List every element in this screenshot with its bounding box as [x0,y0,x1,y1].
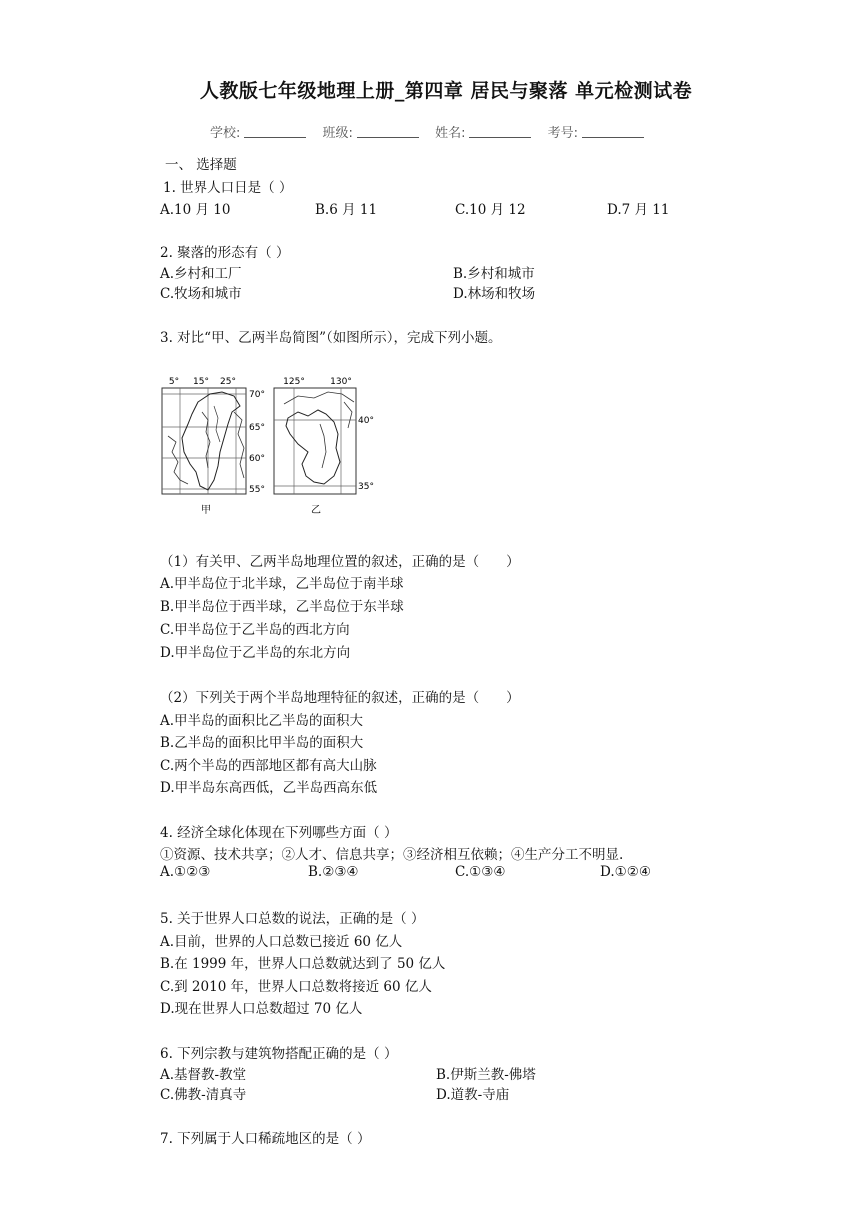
q4-option-d[interactable]: D.①②④ [600,864,651,880]
student-info-line [0,122,860,141]
q6-option-d[interactable]: D.道教-寺庙 [436,1087,510,1103]
section-heading: 一、 选择题 [165,157,237,173]
q3-sub1-option-a[interactable]: A.甲半岛位于北半球，乙半岛位于南半球 [160,576,404,592]
yi-top-label-1: 125° [283,377,305,387]
q4-statements: ①资源、技术共享；②人才、信息共享；③经济相互依赖；④生产分工不明显. [160,847,624,863]
q6-option-b[interactable]: B.伊斯兰教-佛塔 [436,1067,536,1083]
yi-caption: 乙 [311,505,321,516]
peninsula-figure [158,372,380,518]
jia-top-label-2: 15° [193,377,209,387]
q3-sub2-stem: （2）下列关于两个半岛地理特征的叙述，正确的是（ ） [160,690,520,706]
q3-sub1-option-d[interactable]: D.甲半岛位于乙半岛的东北方向 [160,645,351,661]
q5-option-c[interactable]: C.到 2010 年，世界人口总数将接近 60 亿人 [160,979,432,995]
info-label-class: 班级: [322,126,353,141]
q2-option-a[interactable]: A.乡村和工厂 [160,266,242,282]
q6-option-c[interactable]: C.佛教-清真寺 [160,1087,247,1103]
q2-option-b[interactable]: B.乡村和城市 [453,266,535,282]
q7-stem: 7. 下列属于人口稀疏地区的是（ ） [160,1131,371,1147]
yi-top-label-2: 130° [330,377,352,387]
q3-sub2-option-c[interactable]: C.两个半岛的西部地区都有高大山脉 [160,758,377,774]
jia-caption: 甲 [201,505,211,516]
q3-sub2-option-b[interactable]: B.乙半岛的面积比甲半岛的面积大 [160,735,364,751]
q5-option-d[interactable]: D.现在世界人口总数超过 70 亿人 [160,1001,363,1017]
jia-right-label-1: 70° [249,390,265,400]
jia-top-label-3: 25° [220,377,236,387]
yi-right-label-1: 40° [358,416,374,426]
info-label-exam-number: 考号: [547,126,578,141]
q3-sub2-option-d[interactable]: D.甲半岛东高西低，乙半岛西高东低 [160,780,378,796]
q1-option-b[interactable]: B.6 月 11 [315,202,378,218]
q3-sub2-option-a[interactable]: A.甲半岛的面积比乙半岛的面积大 [160,713,364,729]
q3-sub1-stem: （1）有关甲、乙两半岛地理位置的叙述，正确的是（ ） [160,554,520,570]
q5-option-a[interactable]: A.目前，世界的人口总数已接近 60 亿人 [160,934,403,950]
q4-stem: 4. 经济全球化体现在下列哪些方面（ ） [160,825,398,841]
name-blank[interactable] [469,125,531,138]
q5-stem: 5. 关于世界人口总数的说法，正确的是（ ） [160,911,425,927]
q2-stem: 2. 聚落的形态有（ ） [160,245,290,261]
q3-sub1-option-b[interactable]: B.甲半岛位于西半球，乙半岛位于东半球 [160,599,404,615]
map-yi [274,377,374,516]
yi-right-label-2: 35° [358,482,374,492]
q4-option-a[interactable]: A.①②③ [160,864,211,880]
info-label-school: 学校: [210,126,241,141]
class-blank[interactable] [357,125,419,138]
q3-sub1-option-c[interactable]: C.甲半岛位于乙半岛的西北方向 [160,622,350,638]
info-label-name: 姓名: [435,126,466,141]
q1-option-d[interactable]: D.7 月 11 [607,202,670,218]
q3-stem: 3. 对比“甲、乙两半岛简图”（如图所示），完成下列小题。 [160,330,502,346]
q6-option-a[interactable]: A.基督教-教堂 [160,1067,247,1083]
jia-right-label-2: 65° [249,423,265,433]
q6-stem: 6. 下列宗教与建筑物搭配正确的是（ ） [160,1046,398,1062]
jia-right-label-4: 55° [249,485,265,495]
q1-stem: 1. 世界人口日是（ ） [163,180,293,196]
q1-option-c[interactable]: C.10 月 12 [455,202,526,218]
q2-option-d[interactable]: D.林场和牧场 [453,286,536,302]
page-title: 人教版七年级地理上册_第四章 居民与聚落 单元检测试卷 [199,80,693,102]
map-jia [162,377,265,516]
jia-right-label-3: 60° [249,454,265,464]
school-blank[interactable] [244,125,306,138]
q5-option-b[interactable]: B.在 1999 年，世界人口总数就达到了 50 亿人 [160,956,446,972]
exam-number-blank[interactable] [582,125,644,138]
q1-option-a[interactable]: A.10 月 10 [160,202,231,218]
q4-option-b[interactable]: B.②③④ [308,864,359,880]
q2-option-c[interactable]: C.牧场和城市 [160,286,242,302]
jia-top-label-1: 5° [168,377,180,387]
q4-option-c[interactable]: C.①③④ [455,864,506,880]
